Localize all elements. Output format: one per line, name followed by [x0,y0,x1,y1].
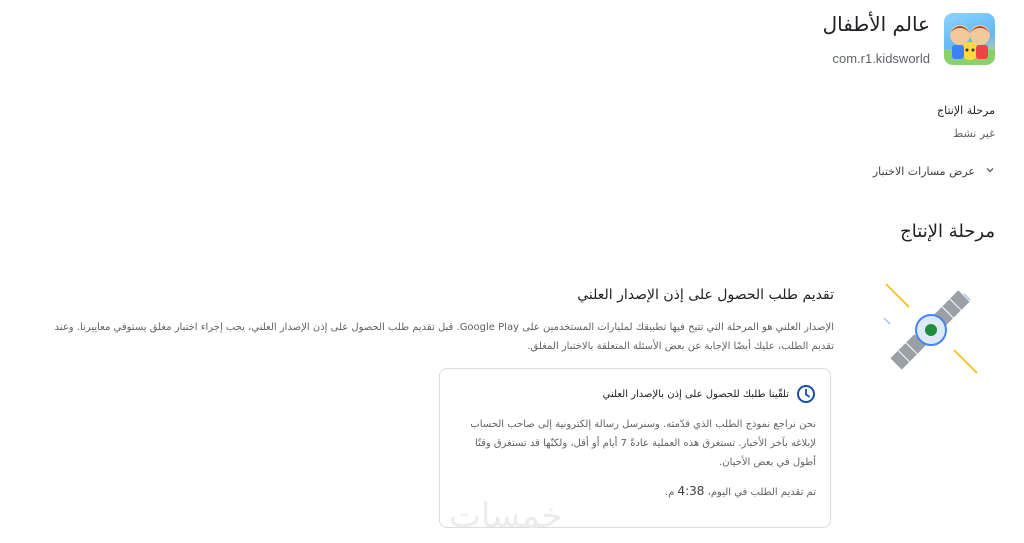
app-icon [944,13,995,65]
submitted-suffix: م. [664,487,678,498]
app-title: عالم الأطفال [822,12,930,36]
watermark: خمسات [449,496,563,536]
stage-label: مرحلة الإنتاج [937,104,995,117]
package-name: com.r1.kidsworld [832,51,930,66]
submitted-prefix: تم تقديم الطلب في اليوم، [704,487,816,498]
clock-icon [796,384,816,404]
stage-status: غير نشط [953,127,995,140]
status-header [603,384,816,404]
section-title: مرحلة الإنتاج [900,221,995,242]
production-description: الإصدار العلني هو المرحلة التي تتيح فيها تطبيقك لمليارات المستخدمين على Google Play. قبل تقديم طلب الحصول على إذن الإصدار العلني، يجب إجراء اختبار مغلق يستوفي معاييرنا. وعند تقديم الطلب، عليك أيضًا الإجابة عن بعض الأسئلة المتعلقة بالاختبار المغلق. [54,322,834,352]
status-title: تلقّينا طلبك للحصول على إذن بالإصدار العلني [602,388,789,400]
satellite-icon [872,274,988,386]
status-body: نحن نراجع نموذج الطلب الذي قدّمته. وسنرسل رسالة إلكترونية إلى صاحب الحساب لإبلاغه بآخر الأخبار. تستغرق هذه العملية عادةً 7 أيام أو أقل، ولكنّها قد تستغرق وقتًا أطول في بعض الأحيان. [470,419,816,468]
tracks-toggle-label: عرض مسارات الاختبار [872,165,975,178]
chevron-down-icon [985,165,995,178]
show-test-tracks-toggle[interactable] [873,165,995,178]
submitted-time: 4:38 [677,484,705,498]
submitted-at [665,484,816,498]
card-title: تقديم طلب الحصول على إذن الإصدار العلني [577,287,834,303]
